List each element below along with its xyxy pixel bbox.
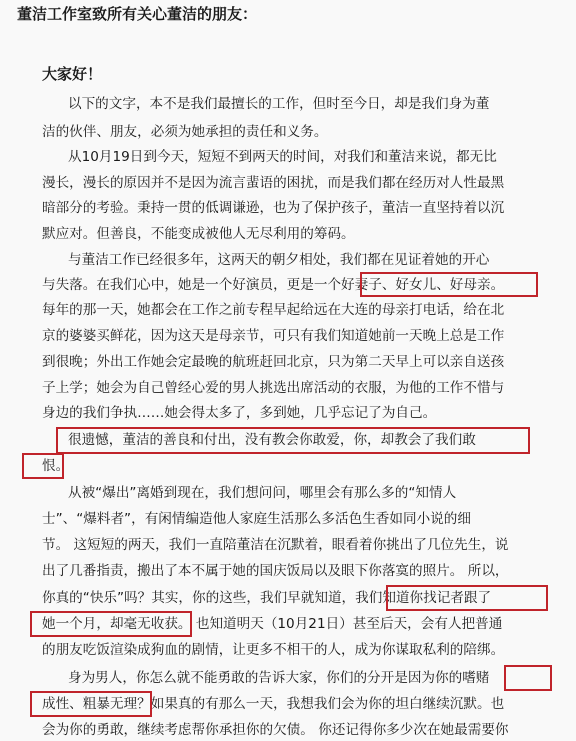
highlight-box xyxy=(386,585,548,611)
text-line: 与失落。在我们心中，她是一个好演员，更是一个好妻子、好女儿、好母亲。 xyxy=(42,277,505,293)
text-line: 节。 这短短的两天，我们一直陪董洁在沉默着，眼看着你挑出了几位先生，说 xyxy=(42,537,509,553)
text-line: 暗部分的考验。秉持一贯的低调谦逊，也为了保护孩子，董洁一直坚持着以沉 xyxy=(42,200,505,216)
text-line: 士”、“爆料者”，有闲情编造他人家庭生活那么多活色生香如同小说的细 xyxy=(42,511,471,527)
text-line: 以下的文字，本不是我们最擅长的工作，但时至今日，却是我们身为董 xyxy=(68,96,490,112)
highlight-box xyxy=(22,453,64,479)
text-line: 出了几番指责，搬出了本不属于她的国庆饭局以及眼下你落寞的照片。 所以， xyxy=(42,563,509,579)
text-line: 你真的“快乐”吗？其实，你的这些，我们早就知道，我们知道你找记者跟了 xyxy=(42,590,492,606)
highlight-box xyxy=(56,427,530,454)
text-line: 恨。 xyxy=(42,458,70,474)
highlight-box xyxy=(360,272,538,297)
text-line: 很遗憾，董洁的善良和付出，没有教会你敢爱，你，却教会了我们敢 xyxy=(68,432,476,448)
text-line: 京的婆婆买鲜花，因为这天是母亲节，可只有我们知道她前一天晚上总是工作 xyxy=(42,328,505,344)
text-line: 身为男人，你怎么就不能勇敢的告诉大家，你们的分开是因为你的嗜赌 xyxy=(68,670,490,686)
text-line: 与董洁工作已经很多年，这两天的朝夕相处，我们都在见证着她的开心 xyxy=(68,252,490,268)
text-line: 洁的伙伴、朋友，必须为她承担的责任和义务。 xyxy=(42,124,328,140)
text-line: 默应对。但善良，不能变成被他人无尽利用的筹码。 xyxy=(42,226,355,242)
text-line: 会为你的勇敢，继续考虑帮你承担你的欠债。 你还记得你多少次在她最需要你 xyxy=(42,722,509,738)
text-line: 成性、粗暴无理？如果真的有那么一天，我想我们会为你的坦白继续沉默。也 xyxy=(42,696,505,712)
text-line: 的朋友吃饭渲染成狗血的剧情，让更多不相干的人，成为你谋取私利的陪绑。 xyxy=(42,642,505,658)
text-line: 身边的我们争执……她会得太多了，多到她，几乎忘记了为自己。 xyxy=(42,405,437,421)
text-line: 子上学；她会为自己曾经心爱的男人挑选出席活动的衣服，为他的工作不惜与 xyxy=(42,380,505,396)
highlight-box xyxy=(30,691,152,717)
highlight-box xyxy=(30,611,192,637)
text-line: 到很晚；外出工作她会定最晚的航班赶回北京，只为第二天早上可以亲自送孩 xyxy=(42,354,505,370)
text-line: 漫长，漫长的原因并不是因为流言蜚语的困扰，而是我们都在经历对人性最黑 xyxy=(42,175,505,191)
text-line: 从被“爆出”离婚到现在，我们想问问，哪里会有那么多的“知情人 xyxy=(68,485,457,501)
text-line: 她一个月，却毫无收获。 也知道明天（10月21日）甚至后天，会有人把普通 xyxy=(42,616,503,632)
text-line: 从10月19日到今天，短短不到两天的时间，对我们和董洁来说，都无比 xyxy=(68,149,497,165)
text-line: 每年的那一天，她都会在工作之前专程早起给远在大连的母亲打电话，给在北 xyxy=(42,302,505,318)
highlight-box xyxy=(504,665,552,691)
letter-greeting: 大家好！ xyxy=(42,65,103,83)
letter-title: 董洁工作室致所有关心董洁的朋友： xyxy=(17,5,258,23)
